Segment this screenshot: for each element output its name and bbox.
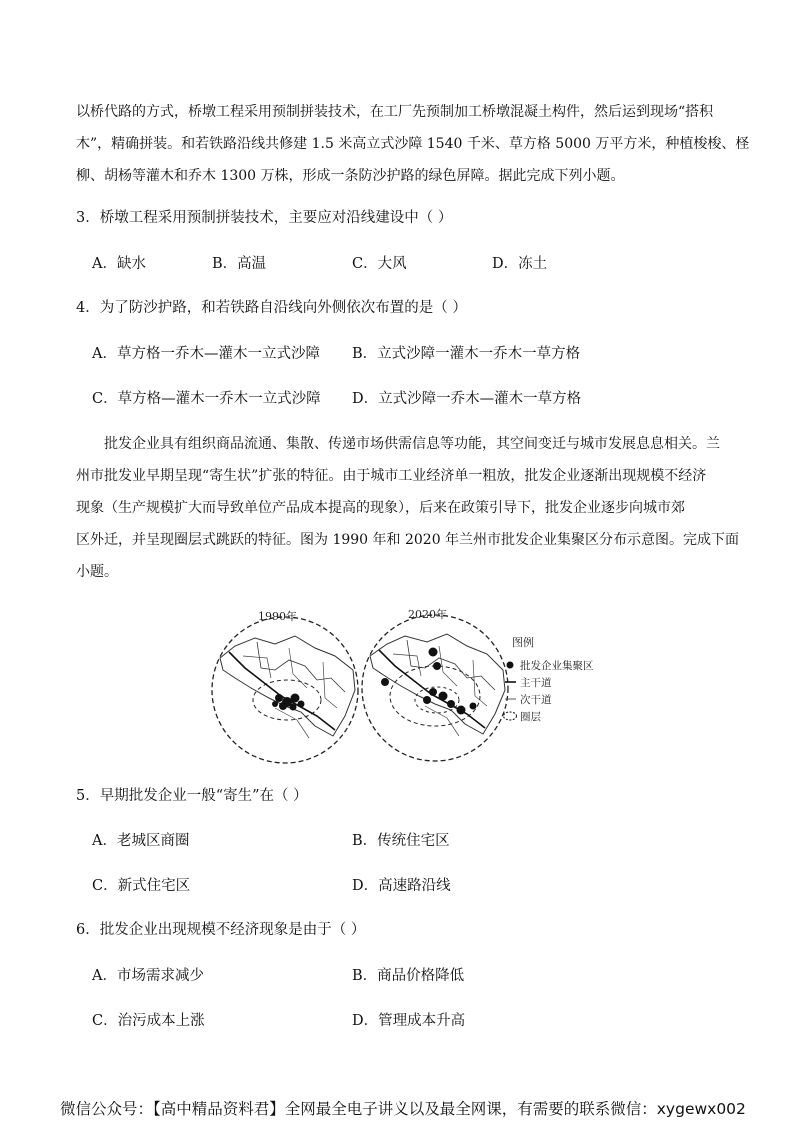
legend-title: 图例	[512, 636, 534, 649]
cluster-dots	[381, 648, 477, 715]
footer-notice: 微信公众号：【高中精品资料君】全网最全电子讲义以及最全网课，有需要的联系微信：xygewx002	[60, 1100, 746, 1118]
option-3a: A．缺水	[92, 256, 146, 272]
option-4d: D．立式沙障一乔木—灌木一草方格	[352, 391, 582, 407]
legend-ring: 圈层	[520, 711, 541, 723]
river-boundary	[220, 636, 355, 736]
passage-line: 以桥代路的方式，桥墩工程采用预制拼装技术，在工厂先预制加工桥墩混凝土构件，然后运到现场“搭积	[76, 104, 714, 120]
passage-line: 柳、胡杨等灌木和乔木 1300 万株，形成一条防沙护路的绿色屏障。据此完成下列小题。	[76, 168, 625, 184]
question-6: 6．批发企业出现规模不经济现象是由于（ ）	[76, 922, 366, 938]
option-5a: A．老城区商圈	[92, 833, 190, 849]
outer-ring	[362, 615, 508, 761]
outer-ring	[212, 617, 358, 763]
map-1990-year: 1990年	[258, 610, 297, 623]
cluster-dots	[272, 694, 305, 711]
option-6b: B．商品价格降低	[352, 968, 465, 984]
question-5: 5．早期批发企业一般“寄生”在（ ）	[76, 788, 308, 804]
dashed-ellipse-icon	[504, 712, 517, 720]
legend-symbols	[504, 662, 517, 721]
lanzhou-map-figure	[205, 608, 625, 773]
option-5d: D．高速路沿线	[352, 878, 451, 894]
option-4c: C．草方格—灌木一乔木一立式沙障	[92, 391, 321, 407]
passage-line: 木”，精确拼装。和若铁路沿线共修建 1.5 米高立式沙障 1540 千米、草方格 5000 万平方米，种植梭梭、柽	[76, 136, 750, 152]
passage-line: 现象（生产规模扩大而导致单位产品成本提高的现象），后来在政策引导下，批发企业逐步向城市郊	[76, 500, 685, 516]
passage-line: 小题。	[76, 564, 118, 580]
legend-main-road: 主干道	[520, 677, 552, 689]
option-5c: C．新式住宅区	[92, 878, 191, 894]
main-road	[229, 652, 335, 730]
map-2020	[362, 615, 508, 761]
dot-icon	[507, 662, 514, 669]
secondary-road	[257, 642, 345, 692]
question-3: 3．桥墩工程采用预制拼装技术，主要应对沿线建设中（ ）	[76, 210, 453, 226]
passage-line: 州市批发业早期呈现“寄生状”扩张的特征。由于城市工业经济单一粗放，批发企业逐渐出现规模不经济	[76, 468, 707, 484]
secondary-road	[243, 648, 337, 738]
option-4a: A．草方格一乔木—灌木一立式沙障	[92, 346, 320, 362]
passage-line: 批发企业具有组织商品流通、集散、传递市场供需信息等功能，其空间变迁与城市发展息息相关。兰	[104, 436, 720, 452]
map-1990	[212, 617, 358, 763]
secondary-road	[393, 646, 487, 736]
option-5b: B．传统住宅区	[352, 833, 450, 849]
option-3b: B．高温	[212, 256, 267, 272]
question-4: 4．为了防沙护路，和若铁路自沿线向外侧依次布置的是（ ）	[76, 300, 467, 316]
secondary-road	[407, 640, 495, 690]
legend-cluster: 批发企业集聚区	[520, 660, 594, 672]
map-2020-year: 2020年	[408, 608, 447, 621]
map-svg	[205, 608, 625, 773]
legend-secondary-road: 次干道	[520, 694, 552, 706]
inner-ring	[415, 687, 459, 713]
option-4b: B．立式沙障一灌木一乔木一草方格	[352, 346, 581, 362]
passage-line: 区外迁，并呈现圈层式跳跃的特征。图为 1990 年和 2020 年兰州市批发企业集聚区分布示意图。完成下面	[76, 532, 740, 548]
option-6a: A．市场需求减少	[92, 968, 204, 984]
option-6d: D．管理成本升高	[352, 1013, 466, 1029]
option-3d: D．冻土	[492, 256, 548, 272]
option-6c: C．治污成本上涨	[92, 1013, 205, 1029]
river-boundary	[370, 634, 505, 734]
option-3c: C．大风	[352, 256, 407, 272]
